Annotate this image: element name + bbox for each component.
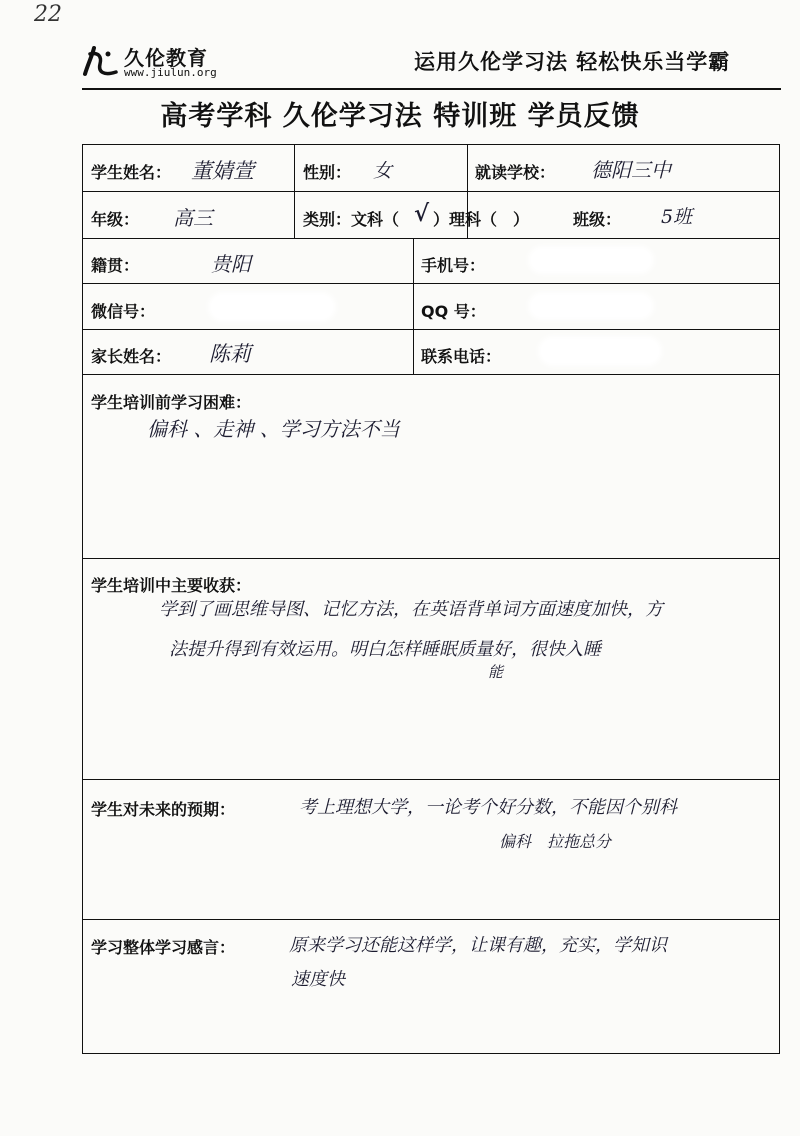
name-value: 董婧萱 bbox=[191, 159, 254, 183]
header-slogan: 运用久伦学习法 轻松快乐当学霸 bbox=[414, 50, 731, 74]
gains-text-line1: 学到了画思维导图、记忆方法，在英语背单词方面速度加快，方 bbox=[159, 599, 663, 620]
feedback-form bbox=[82, 144, 780, 1054]
expectations-label: 学生对未来的预期： bbox=[91, 800, 236, 819]
class-label: 班级： bbox=[573, 210, 622, 229]
form-title: 高考学科 久伦学习法 特训班 学员反馈 bbox=[160, 101, 640, 132]
expectations-text-line1: 考上理想大学，一论考个好分数，不能因个别科 bbox=[299, 797, 677, 818]
phone-label: 手机号： bbox=[421, 256, 486, 275]
school-label: 就读学校： bbox=[475, 163, 556, 182]
expectations-text-line2: 偏科 拉拖总分 bbox=[499, 832, 612, 851]
grade-value: 高三 bbox=[173, 206, 213, 230]
column-divider bbox=[413, 238, 414, 374]
reflection-text-line1: 原来学习还能这样学，让课有趣，充实，学知识 bbox=[289, 935, 667, 956]
row-divider bbox=[83, 329, 779, 330]
parent-name-value: 陈莉 bbox=[209, 342, 251, 366]
parent-name-label: 家长姓名： bbox=[91, 347, 172, 366]
checkmark-icon: √ bbox=[414, 200, 430, 227]
row-divider bbox=[83, 558, 779, 559]
school-value: 德阳三中 bbox=[591, 158, 671, 182]
category-science-label: ）理科（ ） bbox=[433, 210, 530, 229]
jiulun-logo-icon bbox=[82, 44, 120, 80]
qq-label: QQ 号： bbox=[421, 302, 486, 321]
category-label: 类别：文科（ bbox=[303, 210, 400, 229]
redacted-wechat bbox=[211, 295, 333, 319]
grade-label: 年级： bbox=[91, 210, 140, 229]
row-divider bbox=[83, 374, 779, 375]
hometown-value: 贵阳 bbox=[211, 252, 251, 276]
row-divider bbox=[83, 191, 779, 192]
reflection-label: 学习整体学习感言： bbox=[91, 938, 236, 957]
hometown-label: 籍贯： bbox=[91, 256, 140, 275]
row-divider bbox=[83, 238, 779, 239]
gains-text-line2: 法提升得到有效运用。明白怎样睡眠质量好，很快入睡 bbox=[169, 639, 601, 660]
name-label: 学生姓名： bbox=[91, 163, 172, 182]
gender-value: 女 bbox=[373, 160, 393, 182]
gender-label: 性别： bbox=[303, 163, 352, 182]
redacted-phone bbox=[531, 249, 651, 271]
logo-url: www.jiulun.org bbox=[124, 66, 217, 79]
gains-insert: 能 bbox=[488, 663, 504, 681]
redacted-qq bbox=[531, 295, 651, 317]
page-number: 22 bbox=[34, 2, 62, 27]
wechat-label: 微信号： bbox=[91, 302, 156, 321]
redacted-contact-phone bbox=[541, 339, 659, 363]
gains-label: 学生培训中主要收获： bbox=[91, 576, 252, 595]
contact-phone-label: 联系电话： bbox=[421, 347, 502, 366]
row-divider bbox=[83, 779, 779, 780]
column-divider bbox=[294, 145, 295, 238]
row-divider bbox=[83, 919, 779, 920]
difficulties-text: 偏科 、走神 、学习方法不当 bbox=[147, 417, 400, 441]
class-value: 5班 bbox=[661, 206, 693, 228]
header-divider bbox=[82, 88, 781, 90]
row-divider bbox=[83, 283, 779, 284]
logo-text: 久伦教育 bbox=[124, 46, 208, 70]
difficulties-label: 学生培训前学习困难： bbox=[91, 393, 252, 412]
reflection-text-line2: 速度快 bbox=[291, 969, 345, 990]
